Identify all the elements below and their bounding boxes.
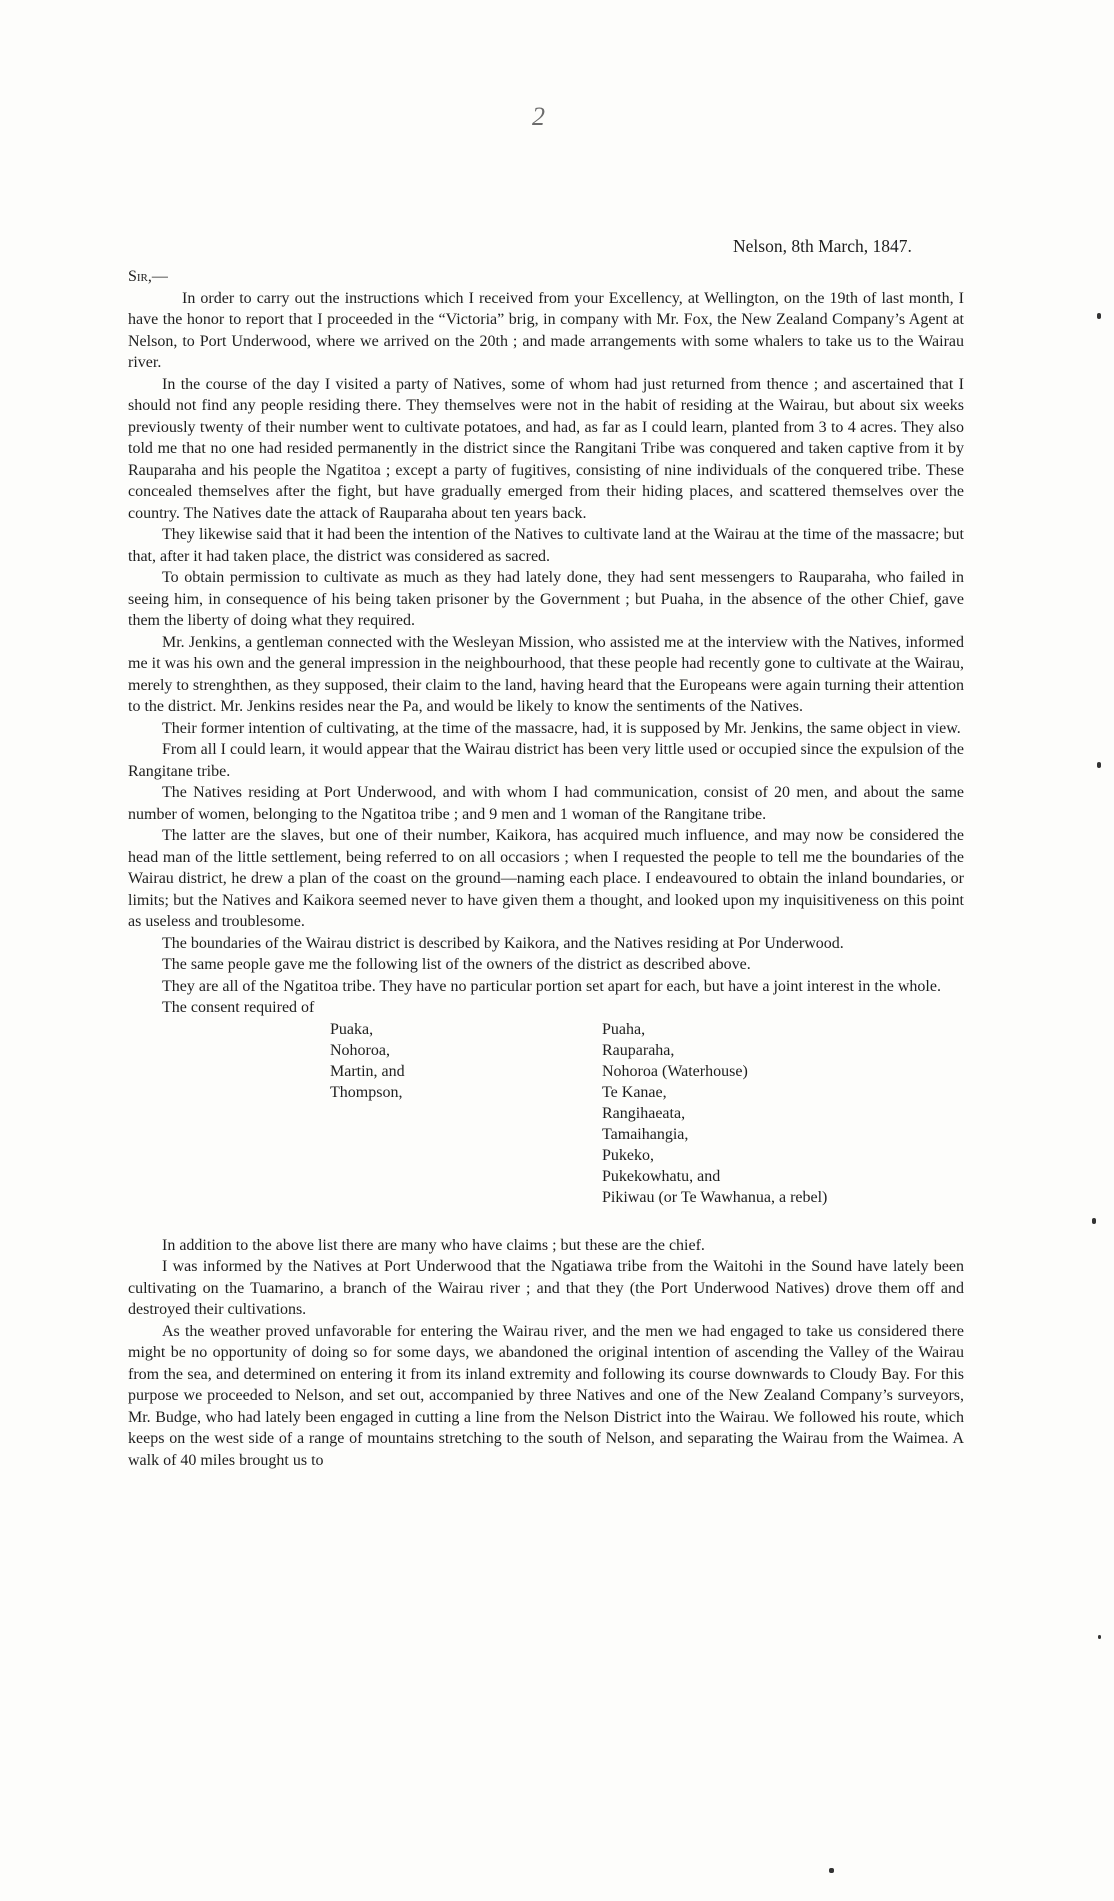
list-item: Puaha, bbox=[602, 1020, 646, 1038]
salutation: Sir,— bbox=[128, 268, 168, 285]
margin-speck bbox=[1092, 1218, 1096, 1224]
paragraph: The latter are the slaves, but one of their number, Kaikora, has acquired much influence, and may now be considered the head man of the little settlement, being referred to on all occasiors ; when I requested the people to tell me the boundaries of the Wairau district, he drew a plan of the coast on the ground—naming each place. I endeavoured to obtain the inland boundaries, or limits; but the Natives and Kaikora seemed never to have given them a thought, and looked upon my inquisitiveness on this point as useless and troublesome. bbox=[128, 827, 964, 930]
list-item: Pukeko, bbox=[602, 1146, 654, 1164]
consent-label: The consent required of bbox=[162, 999, 315, 1016]
paragraph: Their former intention of cultivating, at the time of the massacre, had, it is supposed by Mr. Jenkins, the same object in view. bbox=[162, 719, 961, 737]
list-item: Puaka, bbox=[330, 1020, 374, 1038]
list-item: Pikiwau (or Te Wawhanua, a rebel) bbox=[602, 1188, 828, 1206]
paragraph: They likewise said that it had been the intention of the Natives to cultivate land at the Wairau at the time of the massacre; but that, after it had taken place, the district was considered as sacred. bbox=[128, 526, 964, 565]
paragraph: The same people gave me the following list of the owners of the district as described above. bbox=[162, 956, 751, 973]
margin-speck bbox=[1098, 1635, 1101, 1639]
paragraph: In the course of the day I visited a party of Natives, some of whom had just returned from thence ; and ascertained that I should not find any people residing there. They themselves were not in the habit of residing at the Wairau, but about six weeks previously twenty of their number went to cultivate potatoes, and had, as far as I could learn, planted from 3 to 4 acres. They also told me that no one had resided permanently in the district since the Rangitani Tribe was conquered and taken captive from it by Rauparaha and his people the Ngatitoa ; except a party of fugitives, consisting of nine individuals of the conquered tribe. These concealed themselves after the fight, but have gradually emerged from their hiding places, and scattered themselves over the country. The Natives date the attack of Rauparaha about ten years back. bbox=[128, 375, 964, 522]
paragraph: The Natives residing at Port Underwood, and with whom I had communication, consist of 20 men, and about the same number of women, belonging to the Ngatitoa tribe ; and 9 men and 1 woman of the Rangitane tribe. bbox=[128, 784, 964, 823]
paragraph: In order to carry out the instructions which I received from your Excellency, at Wellington, on the 19th of last month, I have the honor to report that I proceeded in the “Victoria” brig, in company with Mr. Fox, the New Zealand Company’s Agent at Nelson, to Port Underwood, where we arrived on the 20th ; and made arrangements with some whalers to take us to the Wairau river. bbox=[128, 289, 964, 371]
list-item: Rangihaeata, bbox=[602, 1104, 686, 1122]
page-number: 2 bbox=[532, 102, 545, 131]
paragraph: As the weather proved unfavorable for entering the Wairau river, and the men we had engaged to take us considered there might be no opportunity of doing so for some days, we abandoned the original intention of ascending the Valley of the Wairau from the sea, and determined on entering it from its inland extremity and following its course downwards to Cloudy Bay. For this purpose we proceeded to Nelson, and set out, accompanied by three Natives and one of the New Zealand Company’s surveyors, Mr. Budge, who had lately been engaged in cutting a line from the Nelson District into the Wairau. We followed his route, which keeps on the west side of a range of mountains stretching to the south of Nelson, and separating the Wairau from the Waimea. A walk of 40 miles brought us to bbox=[128, 1322, 964, 1469]
list-item: Martin, and bbox=[330, 1062, 405, 1080]
list-item: Nohoroa, bbox=[330, 1041, 390, 1059]
paragraph: To obtain permission to cultivate as much as they had lately done, they had sent messengers to Rauparaha, who failed in seeing him, in consequence of his being taken prisoner by the Government ; but Puaha, in the absence of the other Chief, gave them the liberty of doing what they required. bbox=[128, 569, 964, 629]
margin-speck bbox=[1097, 762, 1101, 768]
list-item: Pukekowhatu, and bbox=[602, 1167, 721, 1185]
paragraph: Mr. Jenkins, a gentleman connected with the Wesleyan Mission, who assisted me at the interview with the Natives, informed me it was his own and the general impression in the neighbourhood, that these people had recently gone to cultivate at the Wairau, merely to strenghthen, as they supposed, their claim to the land, having heard that the Europeans were again turning their attention to the district. Mr. Jenkins resides near the Pa, and would be likely to know the sentiments of the Natives. bbox=[128, 633, 964, 715]
page-speck bbox=[829, 1868, 834, 1873]
consent-list-right bbox=[602, 1019, 827, 1208]
letter-body bbox=[128, 266, 964, 1471]
list-item: Te Kanae, bbox=[602, 1083, 667, 1101]
owners-lists bbox=[128, 1019, 964, 1235]
paragraph: From all I could learn, it would appear that the Wairau district has been very little used or occupied since the expulsion of the Rangitane tribe. bbox=[128, 741, 964, 780]
paragraph: In addition to the above list there are many who have claims ; but these are the chief. bbox=[162, 1236, 705, 1254]
list-item: Nohoroa (Waterhouse) bbox=[602, 1062, 748, 1080]
dateline: Nelson, 8th March, 1847. bbox=[733, 236, 912, 256]
list-item: Thompson, bbox=[330, 1083, 403, 1101]
list-item: Tamaihangia, bbox=[602, 1125, 689, 1143]
paragraph: The boundaries of the Wairau district is described by Kaikora, and the Natives residing at Por Underwood. bbox=[162, 934, 844, 952]
consent-list-left bbox=[330, 1019, 405, 1103]
paragraph: I was informed by the Natives at Port Underwood that the Ngatiawa tribe from the Waitohi in the Sound have lately been cultivating on the Tuamarino, a branch of the Wairau river ; and that they (the Port Underwood Natives) drove them off and destroyed their cultivations. bbox=[128, 1258, 964, 1318]
list-item: Rauparaha, bbox=[602, 1041, 675, 1059]
margin-speck bbox=[1097, 313, 1101, 319]
paragraph: They are all of the Ngatitoa tribe. They have no particular portion set apart for each, but have a joint interest in the whole. bbox=[162, 977, 941, 995]
